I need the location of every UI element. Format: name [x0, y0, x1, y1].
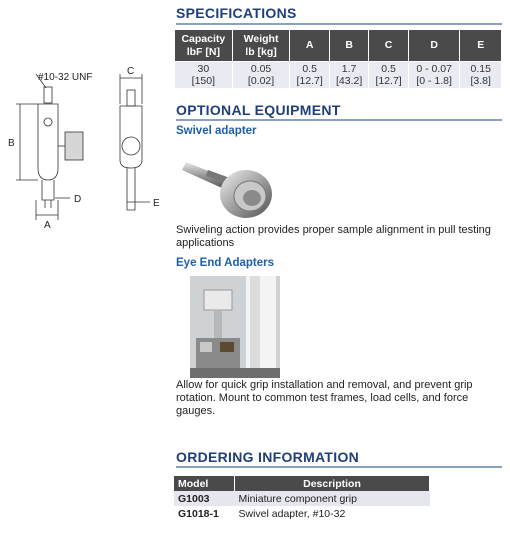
spec-value-a: 0.5 [12.7]	[290, 62, 328, 88]
spec-value-capacity: 30 [150]	[175, 62, 232, 88]
ordering-model: G1018-1	[178, 507, 219, 520]
ordering-description: Swivel adapter, #10-32	[238, 507, 346, 520]
thread-label: #10-32 UNF	[38, 72, 93, 83]
ordering-header-row	[174, 476, 430, 491]
dimension-label-c: C	[127, 66, 135, 77]
dimension-label-b: B	[8, 138, 15, 149]
spec-header-d: D	[409, 30, 460, 61]
spec-value-d: 0 - 0.07 [0 - 1.8]	[409, 62, 460, 88]
ordering-description: Miniature component grip	[235, 491, 430, 506]
optional-equipment-title: OPTIONAL EQUIPMENT	[176, 102, 341, 118]
specifications-header-row	[175, 30, 501, 61]
ordering-table	[174, 476, 430, 521]
spec-header-c: C	[369, 30, 407, 61]
spec-value-c: 0.5 [12.7]	[369, 62, 407, 88]
grip-threaded-stud	[44, 87, 52, 103]
specifications-table	[174, 29, 502, 89]
spec-value-b: 1.7 [43.2]	[330, 62, 368, 88]
spec-header-b: B	[330, 30, 368, 61]
swivel-adapter-photo	[178, 148, 278, 224]
eye-end-adapters-title: Eye End Adapters	[176, 257, 274, 269]
dimension-label-e: E	[153, 198, 160, 209]
grip-thumb-screw	[65, 132, 83, 160]
spec-header-capacity: Capacity lbF [N]	[175, 30, 232, 61]
spec-header-e: E	[460, 30, 501, 61]
swivel-adapter-title: Swivel adapter	[176, 125, 257, 137]
table-row	[174, 491, 430, 506]
dimension-label-d: D	[74, 194, 82, 205]
eye-end-adapters-photo	[190, 276, 280, 378]
dimension-label-a: A	[44, 220, 51, 230]
optional-equipment-rule	[176, 119, 502, 121]
swivel-adapter-description: Swiveling action provides proper sample alignment in pull testing applications	[176, 224, 491, 249]
spec-value-weight: 0.05 [0.02]	[233, 62, 290, 88]
spec-value-e: 0.15 [3.8]	[460, 62, 501, 88]
specifications-value-row	[175, 62, 501, 88]
spec-header-weight: Weight lb [kg]	[233, 30, 290, 61]
table-row	[174, 506, 430, 521]
spec-header-a: A	[290, 30, 328, 61]
ordering-information-rule	[176, 466, 502, 468]
specifications-rule	[176, 23, 502, 25]
ordering-information-title: ORDERING INFORMATION	[176, 449, 360, 465]
ordering-header-model: Model	[174, 476, 235, 491]
ordering-header-description: Description	[235, 476, 430, 491]
grip-side-stud	[127, 90, 135, 106]
ordering-model: G1003	[174, 491, 235, 506]
specifications-title: SPECIFICATIONS	[176, 5, 297, 21]
grip-front-body	[38, 104, 58, 180]
eye-end-adapters-description: Allow for quick grip installation and removal, and prevent grip rotation. Mount to common test frames, load cells, and force gauges.	[176, 379, 473, 417]
grip-dimension-drawing	[0, 60, 170, 230]
